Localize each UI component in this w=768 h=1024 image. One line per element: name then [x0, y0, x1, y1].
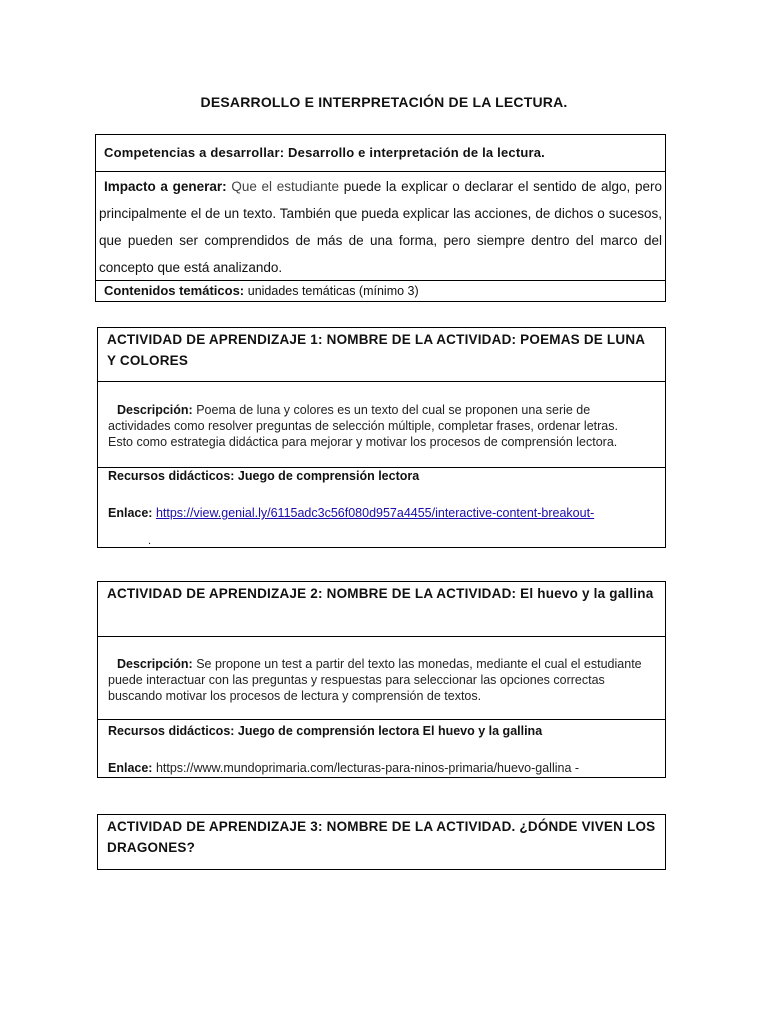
impacto-paragraph: [99, 173, 662, 281]
activity-1-recursos: Recursos didácticos: Juego de comprensión lectora: [108, 469, 420, 483]
activity-2-recursos: Recursos didácticos: Juego de comprensión lectora El huevo y la gallina: [108, 724, 543, 738]
activity-1-link[interactable]: https://view.genial.ly/6115adc3c56f080d957a4455/interactive-content-breakout-: [155, 506, 595, 520]
activity-1-trailing-dot: .: [148, 535, 152, 547]
activity-1-title: ACTIVIDAD DE APRENDIZAJE 1: NOMBRE DE LA ACTIVIDAD: POEMAS DE LUNA Y COLORES: [107, 332, 645, 368]
impacto-text-lead: Que el estudiante: [231, 179, 340, 194]
activity-2-description: [108, 656, 651, 704]
competencias-text: Competencias a desarrollar: Desarrollo e interpretación de la lectura.: [104, 145, 545, 160]
activity-2-table: [97, 581, 666, 778]
activity-2-link[interactable]: https://www.mundoprimaria.com/lecturas-para-ninos-primaria/huevo-gallina -: [155, 761, 580, 775]
activity-2-title: ACTIVIDAD DE APRENDIZAJE 2: NOMBRE DE LA ACTIVIDAD: El huevo y la gallina: [107, 586, 654, 601]
impacto-label: Impacto a generar:: [104, 179, 227, 194]
activity-1-enlace: [108, 506, 594, 520]
contenidos-row: [104, 279, 419, 303]
activity-3-table: [97, 814, 666, 870]
impacto-text: puede la explicar o declarar el sentido de algo, pero principalmente el de un texto. También que pueda explicar las acciones, de dichos o sucesos, que pueden ser comprendidos de más de una forma, pero siempre dentro del marco del concepto que está analizando.: [99, 179, 662, 275]
activity-2-desc-label: Descripción:: [117, 657, 193, 671]
activity-2-enlace: [108, 761, 579, 775]
activity-1-desc-text: Poema de luna y colores es un texto del cual se proponen una serie de actividades como resolver preguntas de selección múltiple, completar frases, ordenar letras. Esto como estrategia didáctica para mejorar y motivar los procesos de comprensión lectora.: [108, 403, 618, 449]
activity-1-enlace-label: Enlace:: [108, 506, 153, 520]
intro-table: [95, 134, 666, 302]
activity-1-description: [108, 402, 639, 450]
activity-2-enlace-label: Enlace:: [108, 761, 153, 775]
page-title: DESARROLLO E INTERPRETACIÓN DE LA LECTURA.: [200, 94, 568, 110]
activity-1-desc-label: Descripción:: [117, 403, 193, 417]
activity-2-desc-text: Se propone un test a partir del texto las monedas, mediante el cual el estudiante puede interactuar con las preguntas y respuestas para seleccionar las opciones correctas buscando motivar los procesos de lectura y comprensión de textos.: [108, 657, 642, 703]
contenidos-label: Contenidos temáticos:: [104, 283, 245, 298]
contenidos-text: unidades temáticas (mínimo 3): [247, 284, 419, 298]
activity-1-table: [97, 327, 666, 548]
activity-3-title: ACTIVIDAD DE APRENDIZAJE 3: NOMBRE DE LA ACTIVIDAD. ¿DÓNDE VIVEN LOS DRAGONES?: [107, 819, 656, 855]
